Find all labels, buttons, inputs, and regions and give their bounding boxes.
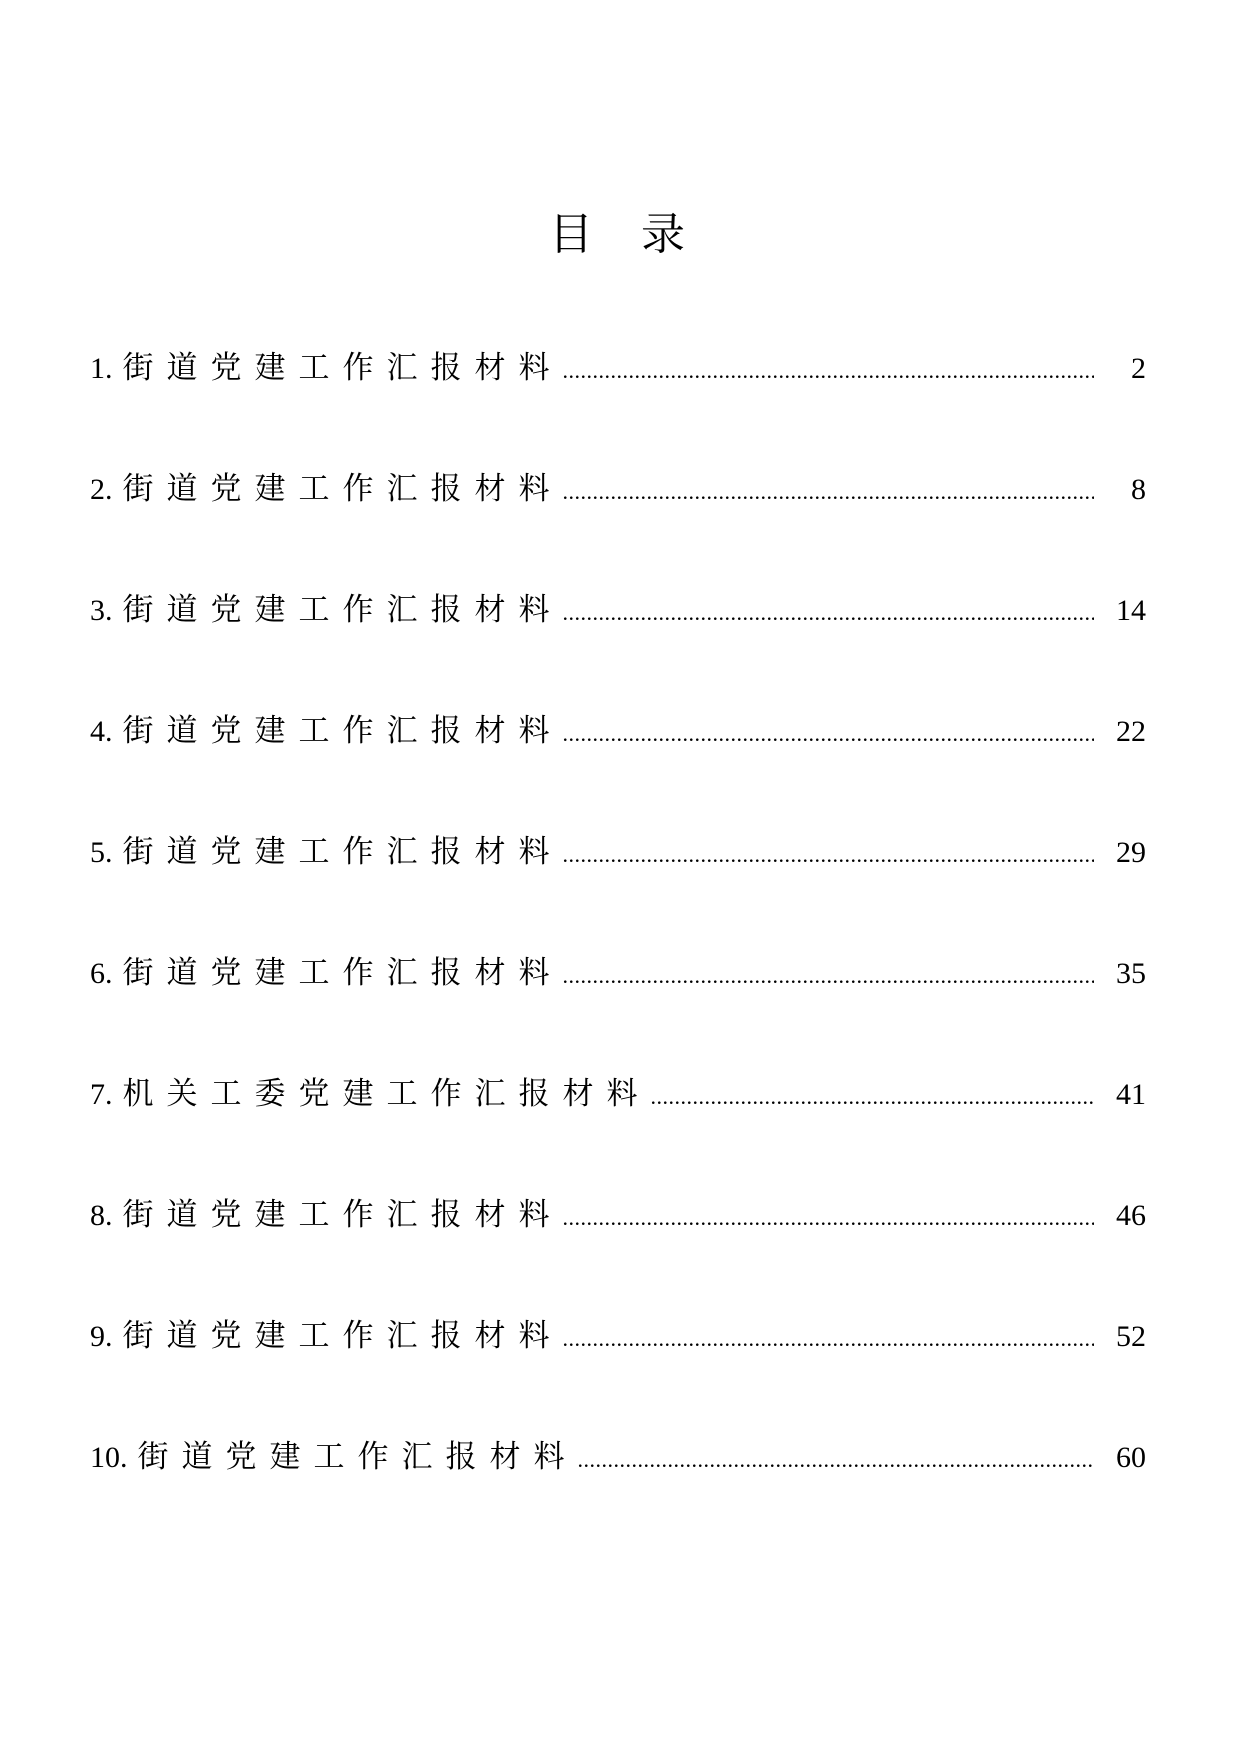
entry-number: 8.: [90, 1199, 113, 1232]
entry-title[interactable]: 街道党建工作汇报材料: [122, 592, 563, 628]
dot-leader: [563, 842, 1095, 868]
toc-entry[interactable]: [90, 947, 1146, 1068]
toc-title: 目录: [549, 209, 733, 260]
toc-entry[interactable]: [90, 342, 1146, 463]
entry-title[interactable]: 街道党建工作汇报材料: [122, 713, 563, 749]
toc-entry[interactable]: [90, 705, 1146, 826]
entry-page[interactable]: 35: [1116, 957, 1146, 990]
entry-page[interactable]: 8: [1131, 473, 1146, 506]
entry-number: 5.: [90, 836, 113, 869]
dot-leader: [563, 1205, 1095, 1231]
toc-entry[interactable]: [90, 1189, 1146, 1310]
entry-title[interactable]: 街道党建工作汇报材料: [122, 350, 563, 386]
entry-title[interactable]: 街道党建工作汇报材料: [122, 834, 563, 870]
dot-leader: [563, 600, 1095, 626]
entry-title[interactable]: 街道党建工作汇报材料: [122, 1197, 563, 1233]
entry-title[interactable]: 街道党建工作汇报材料: [122, 471, 563, 507]
entry-page[interactable]: 52: [1116, 1320, 1146, 1353]
toc-entry[interactable]: [90, 1310, 1146, 1431]
dot-leader: [578, 1447, 1095, 1473]
entry-page[interactable]: 2: [1131, 352, 1146, 385]
dot-leader: [563, 479, 1095, 505]
entry-page[interactable]: 22: [1116, 715, 1146, 748]
entry-page[interactable]: 29: [1116, 836, 1146, 869]
dot-leader: [651, 1084, 1095, 1110]
entry-number: 3.: [90, 594, 113, 627]
entry-page[interactable]: 60: [1116, 1441, 1146, 1474]
entry-title[interactable]: 街道党建工作汇报材料: [122, 955, 563, 991]
entry-number: 7.: [90, 1078, 113, 1111]
entry-number: 6.: [90, 957, 113, 990]
entry-page[interactable]: 41: [1116, 1078, 1146, 1111]
dot-leader: [563, 963, 1095, 989]
entry-number: 4.: [90, 715, 113, 748]
toc-entry[interactable]: [90, 584, 1146, 705]
toc-entry[interactable]: [90, 463, 1146, 584]
dot-leader: [563, 721, 1095, 747]
entry-title[interactable]: 机关工委党建工作汇报材料: [122, 1076, 651, 1112]
dot-leader: [563, 358, 1095, 384]
entry-number: 1.: [90, 352, 113, 385]
entry-number: 9.: [90, 1320, 113, 1353]
entry-number: 2.: [90, 473, 113, 506]
toc-entry[interactable]: [90, 826, 1146, 947]
entry-title[interactable]: 街道党建工作汇报材料: [122, 1318, 563, 1354]
entry-page[interactable]: 14: [1116, 594, 1146, 627]
entry-title[interactable]: 街道党建工作汇报材料: [137, 1439, 578, 1475]
dot-leader: [563, 1326, 1095, 1352]
table-of-contents: [90, 342, 1146, 1552]
entry-number: 10.: [90, 1441, 128, 1474]
toc-entry[interactable]: [90, 1431, 1146, 1552]
toc-entry[interactable]: [90, 1068, 1146, 1189]
entry-page[interactable]: 46: [1116, 1199, 1146, 1232]
